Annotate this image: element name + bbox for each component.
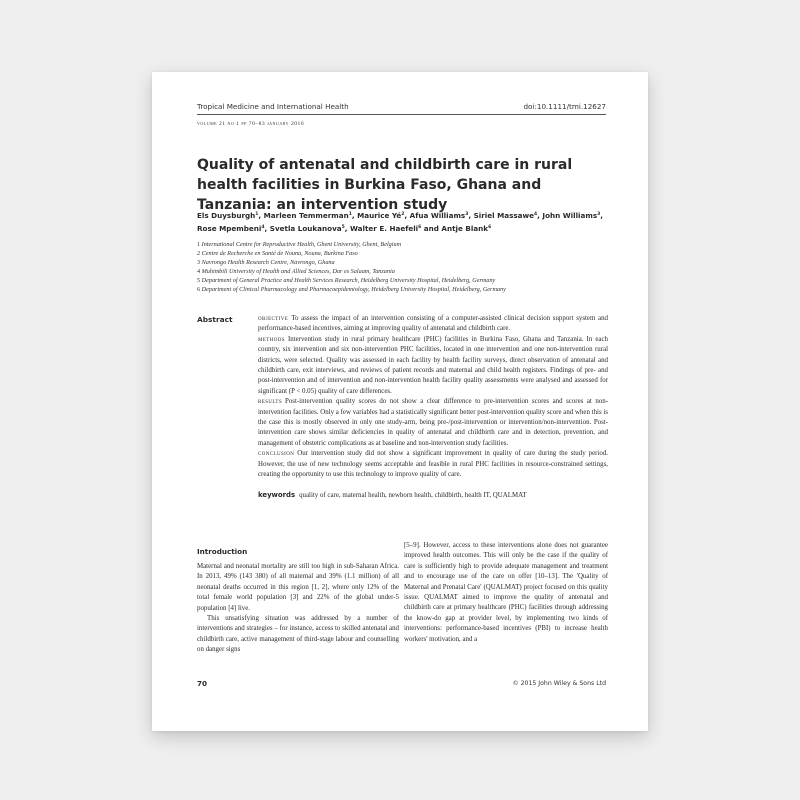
affiliation-marker: 5 xyxy=(341,225,345,230)
affiliation-marker: 4 xyxy=(261,225,265,230)
affiliation-marker: 2 xyxy=(401,212,405,217)
keywords-list: quality of care, maternal health, newborn health, childbirth, health IT, QUALMAT xyxy=(299,492,527,499)
author-name: Els Duysburgh xyxy=(197,211,256,220)
paragraph: [5–9]. However, access to these interventions alone does not guarantee improved health outcomes. This will only be the case if the quality of care is sufficiently high to provide adequate management and treatment and to encourage use of the care on offer [10–13]. The 'Quality of Maternal and Prenatal Care' (QUALMAT) project focused on this quality issue. QUALMAT aimed to improve the quality of antenatal and childbirth care at primary healthcare (PHC) facilities through addressing the know-do gap at provider level, by implementing two kinds of interventions: performance-based incentives (PBI) to increase health workers' motivation, and a xyxy=(404,542,608,643)
journal-name: Tropical Medicine and International Health xyxy=(197,102,349,111)
author-name: Siriel Massawe xyxy=(473,211,535,220)
body-column-left xyxy=(197,562,399,656)
abstract-results: results Post-intervention quality scores do not show a clear difference to pre-intervention scores and scores at non-intervention facilities. Only a few variables had a statistically significant better post-intervention quality score and when this is the case this is mostly observed in only one study-arm, being pre-/post-intervention or intervention/non-intervention. Post-intervention care shows similar deficiencies in quality of antenatal and childbirth care and in detection, prevention, and management of obstetric complications as at baseline and non-intervention study facilities. xyxy=(258,398,608,447)
author-name: Rose Mpembeni xyxy=(197,224,262,233)
keywords xyxy=(258,491,608,499)
page-number: 70 xyxy=(197,679,208,688)
abstract-objective: objective To assess the impact of an intervention consisting of a computer-assisted clinical decision support system and performance-based incentives, aiming at improving quality of antenatal and childbirth care. xyxy=(258,315,608,333)
author-separator: , xyxy=(404,211,410,220)
author-name: Maurice Yé xyxy=(357,211,402,220)
volume-line: volume 21 no 1 pp 70–83 january 2016 xyxy=(197,121,305,127)
author-separator: , xyxy=(351,211,358,220)
paragraph: This unsatisfying situation was addressed by a number of interventions and strategies – for instance, access to skilled antenatal and childbirth care, active management of third-stage labour and counselling on danger signs xyxy=(197,615,399,654)
affiliation-marker: 6 xyxy=(418,225,422,230)
affiliation-marker: 1 xyxy=(255,212,259,217)
author-name: Walter E. Haefeli xyxy=(349,224,419,233)
affiliation: 2 Centre de Recherche en Santé de Nouna, Nouna, Burkina Faso xyxy=(197,250,358,257)
abstract-methods: methods Intervention study in rural primary healthcare (PHC) facilities in Burkina Faso, Ghana and Tanzania. In each country, six intervention and six non-intervention PHC facilities, located in one intervention and one non-intervention rural districts, were selected. Quality was assessed in each facility by health facility surveys, direct observation of antenatal and childbirth care, exit interviews, and reviews of patient records and maternal and child health registers. Findings of pre- and post-intervention and of intervention and non-intervention health facility quality assessments were analysed and assessed for significant (P < 0.05) quality of care differences. xyxy=(258,335,608,395)
abstract-heading: Abstract xyxy=(197,315,233,324)
author-name: John Williams xyxy=(542,211,598,220)
author-name: Svetla Loukanova xyxy=(269,224,342,233)
author-list xyxy=(197,209,617,235)
author-name: Afua Williams xyxy=(409,211,466,220)
author-separator: , xyxy=(344,224,350,233)
doi[interactable]: doi:10.1111/tmi.12627 xyxy=(523,102,606,111)
affiliation: 5 Department of General Practice and Health Services Research, Heidelberg University Hospital, Heidelberg, Germany xyxy=(197,277,496,284)
introduction-heading: Introduction xyxy=(197,547,248,556)
journal-page xyxy=(152,72,648,731)
author-name: Marleen Temmerman xyxy=(263,211,349,220)
affiliation: 3 Navrongo Health Research Centre, Navrongo, Ghana xyxy=(197,259,335,266)
copyright-notice: © 2015 John Wiley & Sons Ltd xyxy=(512,680,606,687)
header-rule xyxy=(197,114,606,115)
affiliation-marker: 1 xyxy=(348,212,352,217)
author-separator: , xyxy=(600,211,604,220)
author-separator: , xyxy=(258,211,264,220)
keywords-label: keywords xyxy=(258,491,296,499)
abstract-body xyxy=(258,314,608,481)
author-separator: and xyxy=(421,224,442,233)
affiliation: 4 Muhimbili University of Health and Allied Sciences, Dar es Salaam, Tanzania xyxy=(197,268,395,275)
author-separator: , xyxy=(537,211,543,220)
body-column-right xyxy=(404,541,608,645)
affiliation-marker: 6 xyxy=(488,225,492,230)
paragraph: Maternal and neonatal mortality are still too high in sub-Saharan Africa. In 2013, 49% (143 380) of all maternal and 39% (1.1 million) of all neonatal deaths occurred in this region [1, 2], where only 12% of the total female world population [3] and 22% of the global under-5 population [4] live. xyxy=(197,563,399,612)
affiliation-marker: 3 xyxy=(465,212,469,217)
abstract-conclusion: conclusion Our intervention study did not show a significant improvement in quality of care during the study period. However, the use of new technology seems acceptable and feasible in rural PHC facilities in resource-constrained settings, creating the opportunity to use this technology to improve quality of care. xyxy=(258,450,608,479)
author-name: Antje Blank xyxy=(441,224,489,233)
affiliation: 6 Department of Clinical Pharmacology and Pharmacoepidemiology, Heidelberg University Hospital, Heidelberg, Germany xyxy=(197,286,506,293)
affiliation-list xyxy=(197,240,617,294)
author-separator: , xyxy=(468,211,474,220)
affiliation-marker: 3 xyxy=(597,212,601,217)
author-separator: , xyxy=(264,224,270,233)
affiliation: 1 International Centre for Reproductive Health, Ghent University, Ghent, Belgium xyxy=(197,241,402,248)
affiliation-marker: 4 xyxy=(534,212,538,217)
article-title: Quality of antenatal and childbirth care in rural health facilities in Burkina Faso, Ghana and Tanzania: an intervention study xyxy=(197,157,573,213)
